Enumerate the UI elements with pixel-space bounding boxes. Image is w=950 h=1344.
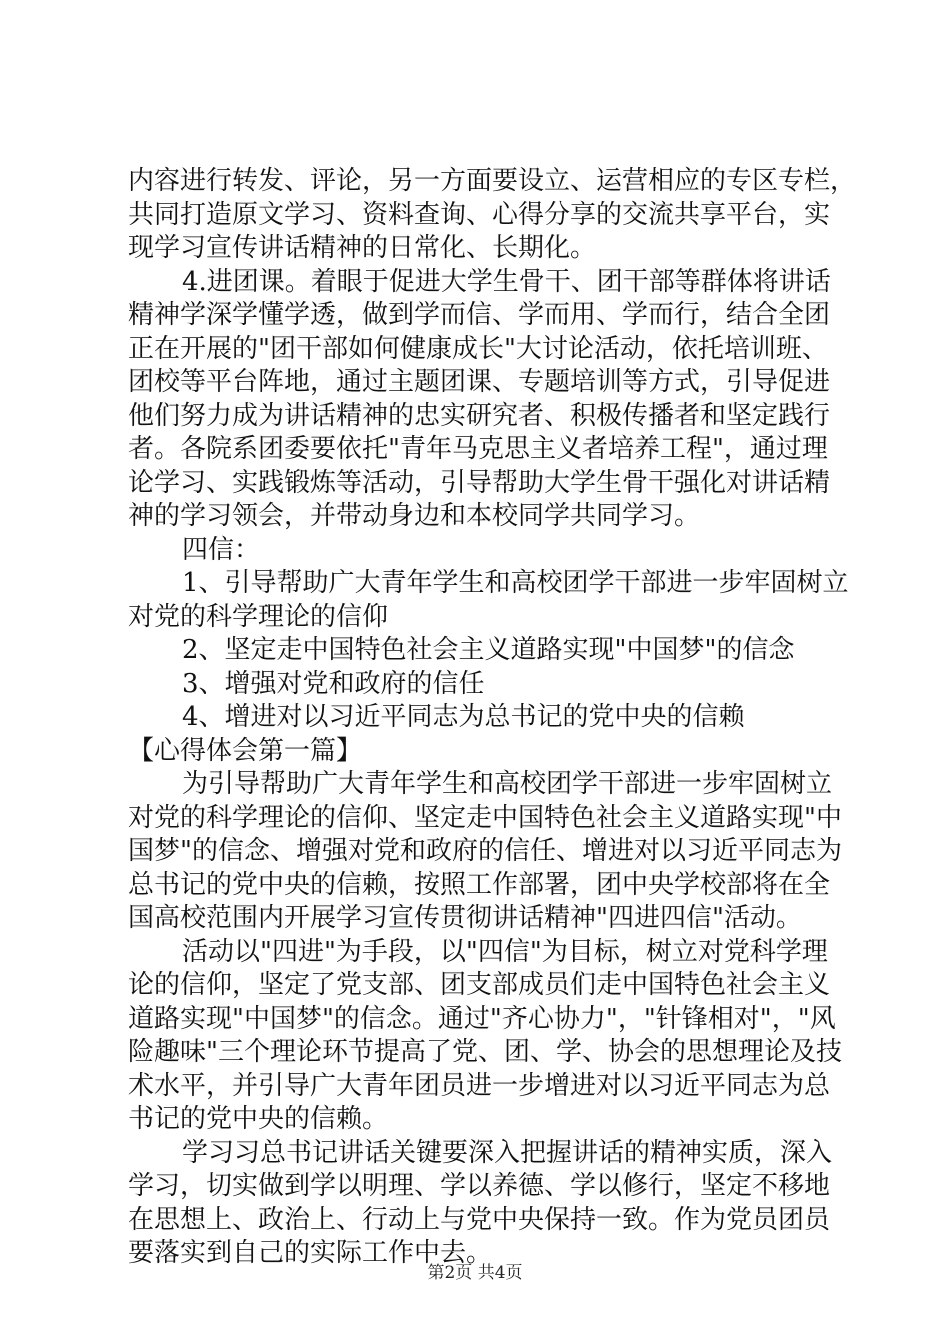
body-line: 正在开展的"团干部如何健康成长"大讨论活动，依托培训班、 <box>128 333 828 364</box>
page-footer: 第2页 共4页 <box>427 1263 523 1283</box>
body-line: 团校等平台阵地，通过主题团课、专题培训等方式，引导促进 <box>128 367 831 397</box>
body-line: 要落实到自己的实际工作中去。 <box>128 1238 493 1268</box>
body-line: 险趣味"三个理论环节提高了党、团、学、协会的思想理论及技 <box>128 1037 842 1067</box>
body-line: 学习习总书记讲话关键要深入把握讲话的精神实质，深入 <box>182 1137 833 1168</box>
body-line: 共同打造原文学习、资料查询、心得分享的交流共享平台，实 <box>128 199 831 230</box>
body-line: 他们努力成为讲话精神的忠实研究者、积极传播者和坚定践行 <box>128 400 831 431</box>
body-line: 国梦"的信念、增强对党和政府的信任、增进对以习近平同志为 <box>128 836 842 866</box>
body-line: 国高校范围内开展学习宣传贯彻讲话精神"四进四信"活动。 <box>128 903 802 933</box>
section-label: 四信： <box>182 534 261 565</box>
body-line: 4.进团课。着眼于促进大学生骨干、团干部等群体将讲话 <box>182 266 831 297</box>
document-body <box>128 165 857 1271</box>
body-line: 精神学深学懂学透，做到学而信、学而用、学而行，结合全团 <box>128 300 831 330</box>
body-line: 术水平，并引导广大青年团员进一步增进对以习近平同志为总 <box>128 1070 831 1101</box>
body-line: 对党的科学理论的信仰、坚定走中国特色社会主义道路实现"中 <box>128 802 842 833</box>
body-line: 在思想上、政治上、行动上与党中央保持一致。作为党员团员 <box>128 1204 831 1235</box>
body-line: 2、坚定走中国特色社会主义道路实现"中国梦"的信念 <box>182 635 795 665</box>
body-line: 活动以"四进"为手段，以"四信"为目标，树立对党科学理 <box>182 936 828 967</box>
body-line: 道路实现"中国梦"的信念。通过"齐心协力"，"针锋相对"，"风 <box>128 1003 836 1034</box>
body-line: 现学习宣传讲话精神的日常化、长期化。 <box>128 233 597 263</box>
body-line: 书记的党中央的信赖。 <box>128 1104 389 1134</box>
body-line: 论的信仰，坚定了党支部、团支部成员们走中国特色社会主义 <box>128 970 831 1000</box>
body-line: 3、增强对党和政府的信任 <box>182 668 485 699</box>
body-line: 对党的科学理论的信仰 <box>128 601 389 632</box>
body-line: 内容进行转发、评论，另一方面要设立、运营相应的专区专栏， <box>128 166 857 196</box>
body-line: 论学习、实践锻炼等活动，引导帮助大学生骨干强化对讲话精 <box>128 467 831 498</box>
body-line: 总书记的党中央的信赖，按照工作部署，团中央学校部将在全 <box>128 869 831 900</box>
body-line: 1、引导帮助广大青年学生和高校团学干部进一步牢固树立 <box>182 568 849 598</box>
body-line: 4、增进对以习近平同志为总书记的党中央的信赖 <box>182 702 745 732</box>
body-line: 者。各院系团委要依托"青年马克思主义者培养工程"，通过理 <box>128 434 828 464</box>
body-line: 学习，切实做到学以明理、学以养德、学以修行，坚定不移地 <box>128 1171 831 1201</box>
section-heading: 【心得体会第一篇】 <box>128 735 363 766</box>
body-line: 为引导帮助广大青年学生和高校团学干部进一步牢固树立 <box>182 769 833 799</box>
body-line: 神的学习领会，并带动身边和本校同学共同学习。 <box>128 501 701 531</box>
